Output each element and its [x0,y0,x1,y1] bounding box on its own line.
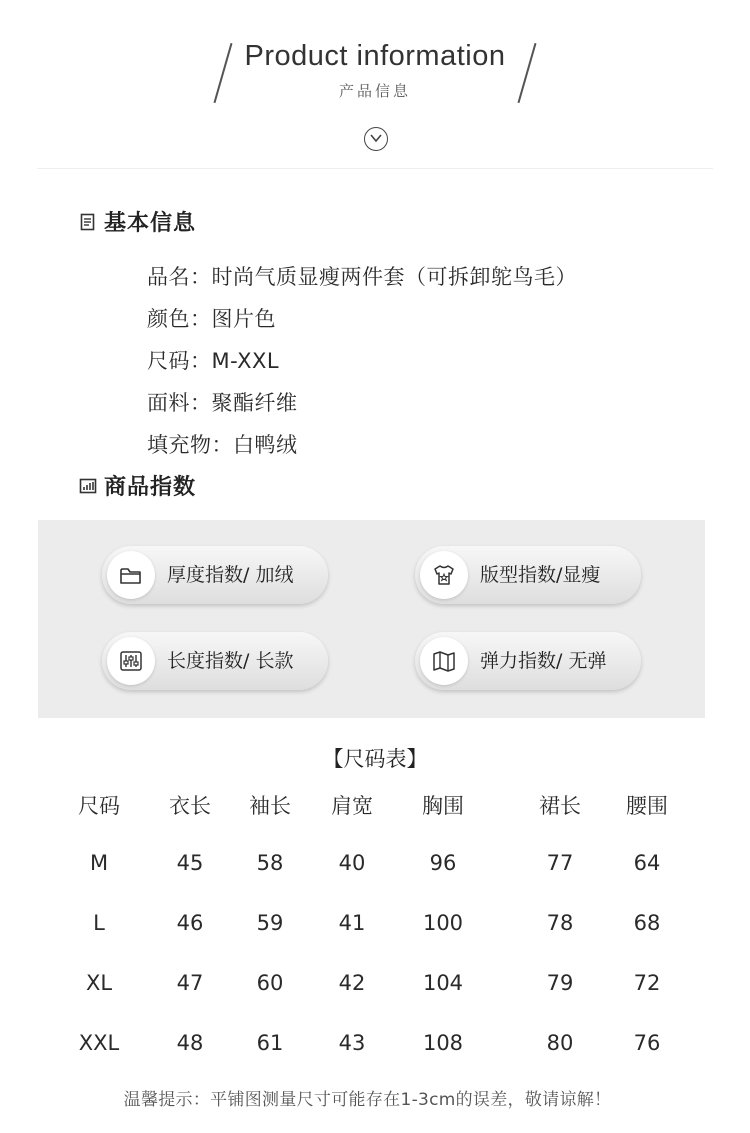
info-row-filling: 填充物：白鸭绒 [147,433,298,457]
document-icon [79,213,97,231]
size-table-cell: 72 [633,971,661,995]
index-elasticity [415,632,641,690]
size-table-header: 腰围 [626,794,668,818]
size-table-size-cell: XL [85,971,113,995]
size-table-cell: 80 [546,1031,574,1055]
index-thickness [102,546,328,604]
size-table-cell: 58 [256,851,284,875]
size-table-cell: 60 [256,971,284,995]
size-table-header: 袖长 [249,794,291,818]
section-product-index [79,470,196,501]
size-table-cell: 64 [633,851,661,875]
info-row-color: 颜色：图片色 [147,307,276,331]
tshirt-icon [420,551,468,599]
size-table-cell: 47 [176,971,204,995]
size-table-cell: 96 [429,851,457,875]
size-table-cell: 68 [633,911,661,935]
index-fit-label: 版型指数/显瘦 [480,564,601,586]
size-table-cell: 100 [422,911,464,935]
section-basic-info [79,206,196,237]
size-table-cell: 42 [338,971,366,995]
sliders-icon [107,637,155,685]
measurement-note: 温馨提示：平铺图测量尺寸可能存在1-3cm的误差，敬请谅解！ [123,1090,612,1110]
size-table-header: 衣长 [169,794,211,818]
size-table-size-cell: XXL [78,1031,120,1055]
size-table-cell: 76 [633,1031,661,1055]
size-table-cell: 78 [546,911,574,935]
map-icon [420,637,468,685]
size-table-cell: 40 [338,851,366,875]
header-divider [37,168,713,169]
info-row-fabric: 面料：聚酯纤维 [147,391,298,415]
size-table-cell: 77 [546,851,574,875]
size-table-cell: 61 [256,1031,284,1055]
size-table-cell: 104 [422,971,464,995]
info-row-size: 尺码：M-XXL [147,349,280,373]
size-table-cell: 48 [176,1031,204,1055]
size-table-cell: 79 [546,971,574,995]
section-title-basic: 基本信息 [104,211,197,236]
size-table-header: 裙长 [539,794,581,818]
index-length-label: 长度指数/ 长款 [167,650,294,672]
section-title-index: 商品指数 [104,475,197,500]
size-table-header: 尺码 [78,794,120,818]
index-elasticity-label: 弹力指数/ 无弹 [480,650,607,672]
size-table-size-cell: L [93,911,105,935]
index-panel [38,520,705,718]
size-table-cell: 41 [338,911,366,935]
size-table-header: 胸围 [422,794,464,818]
size-table-cell: 46 [176,911,204,935]
bar-chart-icon [79,477,97,495]
size-table-header: 肩宽 [331,794,373,818]
index-fit [415,546,641,604]
chevron-down-circle-icon [364,127,388,151]
size-table-title: 【尺码表】 [322,747,428,771]
size-table-size-cell: M [89,851,109,875]
size-table-cell: 43 [338,1031,366,1055]
info-row-name: 品名：时尚气质显瘦两件套（可拆卸鸵鸟毛） [147,265,577,289]
folder-icon [107,551,155,599]
index-length [102,632,328,690]
size-table-cell: 108 [422,1031,464,1055]
size-table-cell: 59 [256,911,284,935]
page-title: Product information [244,40,506,72]
page-subtitle: 产品信息 [338,82,411,100]
size-table-cell: 45 [176,851,204,875]
index-thickness-label: 厚度指数/ 加绒 [167,564,294,586]
